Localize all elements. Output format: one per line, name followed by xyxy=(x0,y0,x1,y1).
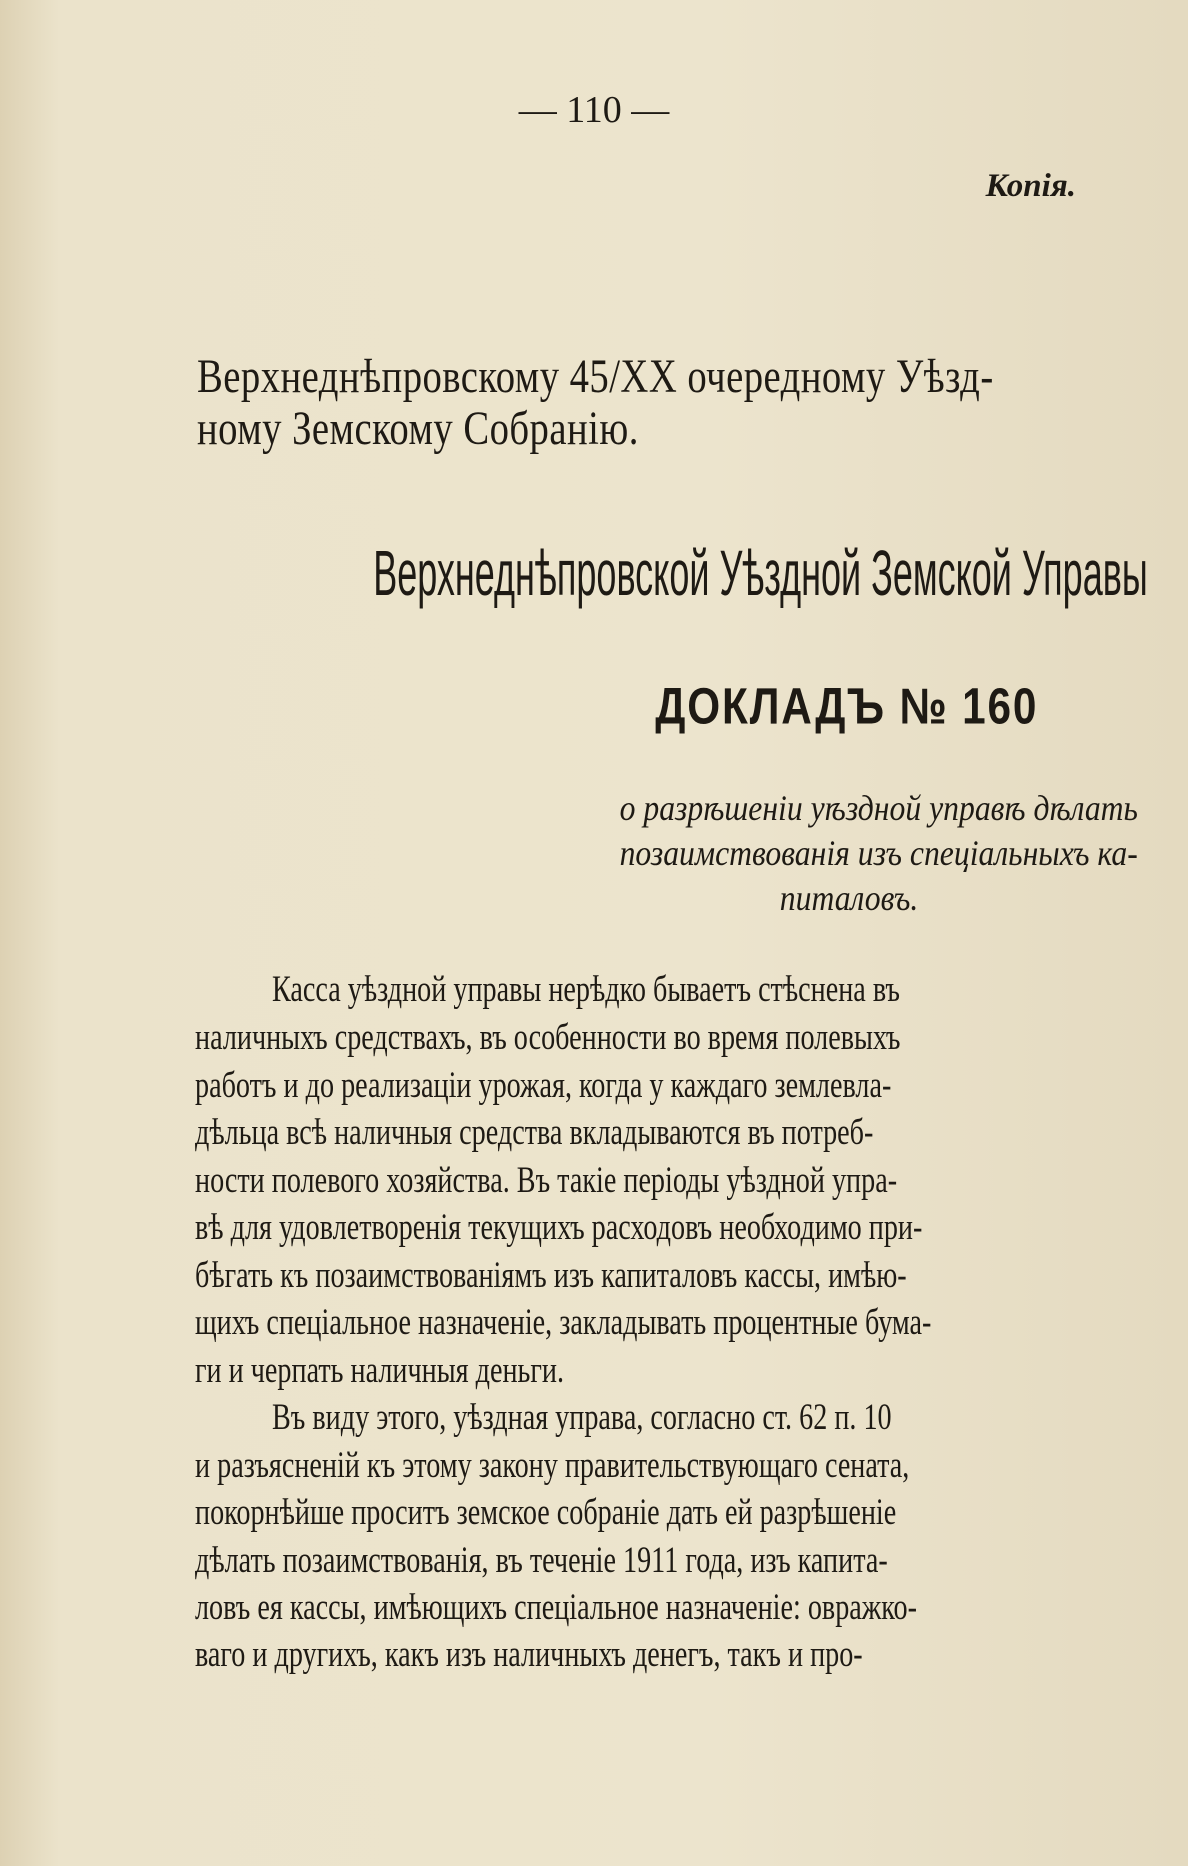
subject-line: о разрѣшеніи уѣздной управѣ дѣлать xyxy=(619,790,1138,829)
body-line: наличныхъ средствахъ, въ особенности во время полевыхъ xyxy=(195,1016,901,1058)
body-line: и разъясненій къ этому закону правительствующаго сената, xyxy=(195,1444,910,1486)
body-line: бѣгать къ позаимствованіямъ изъ капиталовъ кассы, имѣю- xyxy=(195,1254,907,1296)
body-line: ги и черпать наличныя деньги. xyxy=(195,1349,565,1391)
addressee-line: ному Земскому Собранію. xyxy=(197,403,639,455)
body-line: ности полевого хозяйства. Въ такіе періоды уѣздной упра- xyxy=(195,1159,898,1201)
body-line: Касса уѣздной управы нерѣдко бываетъ стѣснена въ xyxy=(272,968,900,1010)
addressee-line: Верхнеднѣпровскому 45/XX очередному Уѣзд- xyxy=(197,351,994,403)
body-line: щихъ спеціальное назначеніе, закладывать процентные бума- xyxy=(195,1301,932,1343)
page-number: — 110 — xyxy=(518,89,670,131)
body-line: вѣ для удовлетворенія текущихъ расходовъ необходимо при- xyxy=(195,1206,923,1248)
body-line: ваго и другихъ, какъ изъ наличныхъ денегъ, такъ и про- xyxy=(195,1633,863,1675)
subject-line: позаимствованія изъ спеціальныхъ ка- xyxy=(619,835,1138,874)
body-line: дѣльца всѣ наличныя средства вкладываются въ потреб- xyxy=(195,1111,874,1153)
report-title: ДОКЛАДЪ № 160 xyxy=(655,677,1038,735)
subject-line: питаловъ. xyxy=(779,880,918,919)
body-line: Въ виду этого, уѣздная управа, согласно ст. 62 п. 10 xyxy=(272,1396,892,1438)
body-line: ловъ ея кассы, имѣющихъ спеціальное назначеніе: овражко- xyxy=(195,1586,917,1628)
body-line: покорнѣйше проситъ земское собраніе дать ей разрѣшеніе xyxy=(195,1491,897,1533)
board-title: Верхнеднѣпровской Уѣздной Земской Управы xyxy=(373,537,1148,609)
copy-mark: Копія. xyxy=(985,168,1076,204)
body-line: дѣлать позаимствованія, въ теченіе 1911 года, изъ капита- xyxy=(195,1539,888,1581)
body-line: работъ и до реализаціи урожая, когда у каждаго землевла- xyxy=(195,1064,892,1106)
